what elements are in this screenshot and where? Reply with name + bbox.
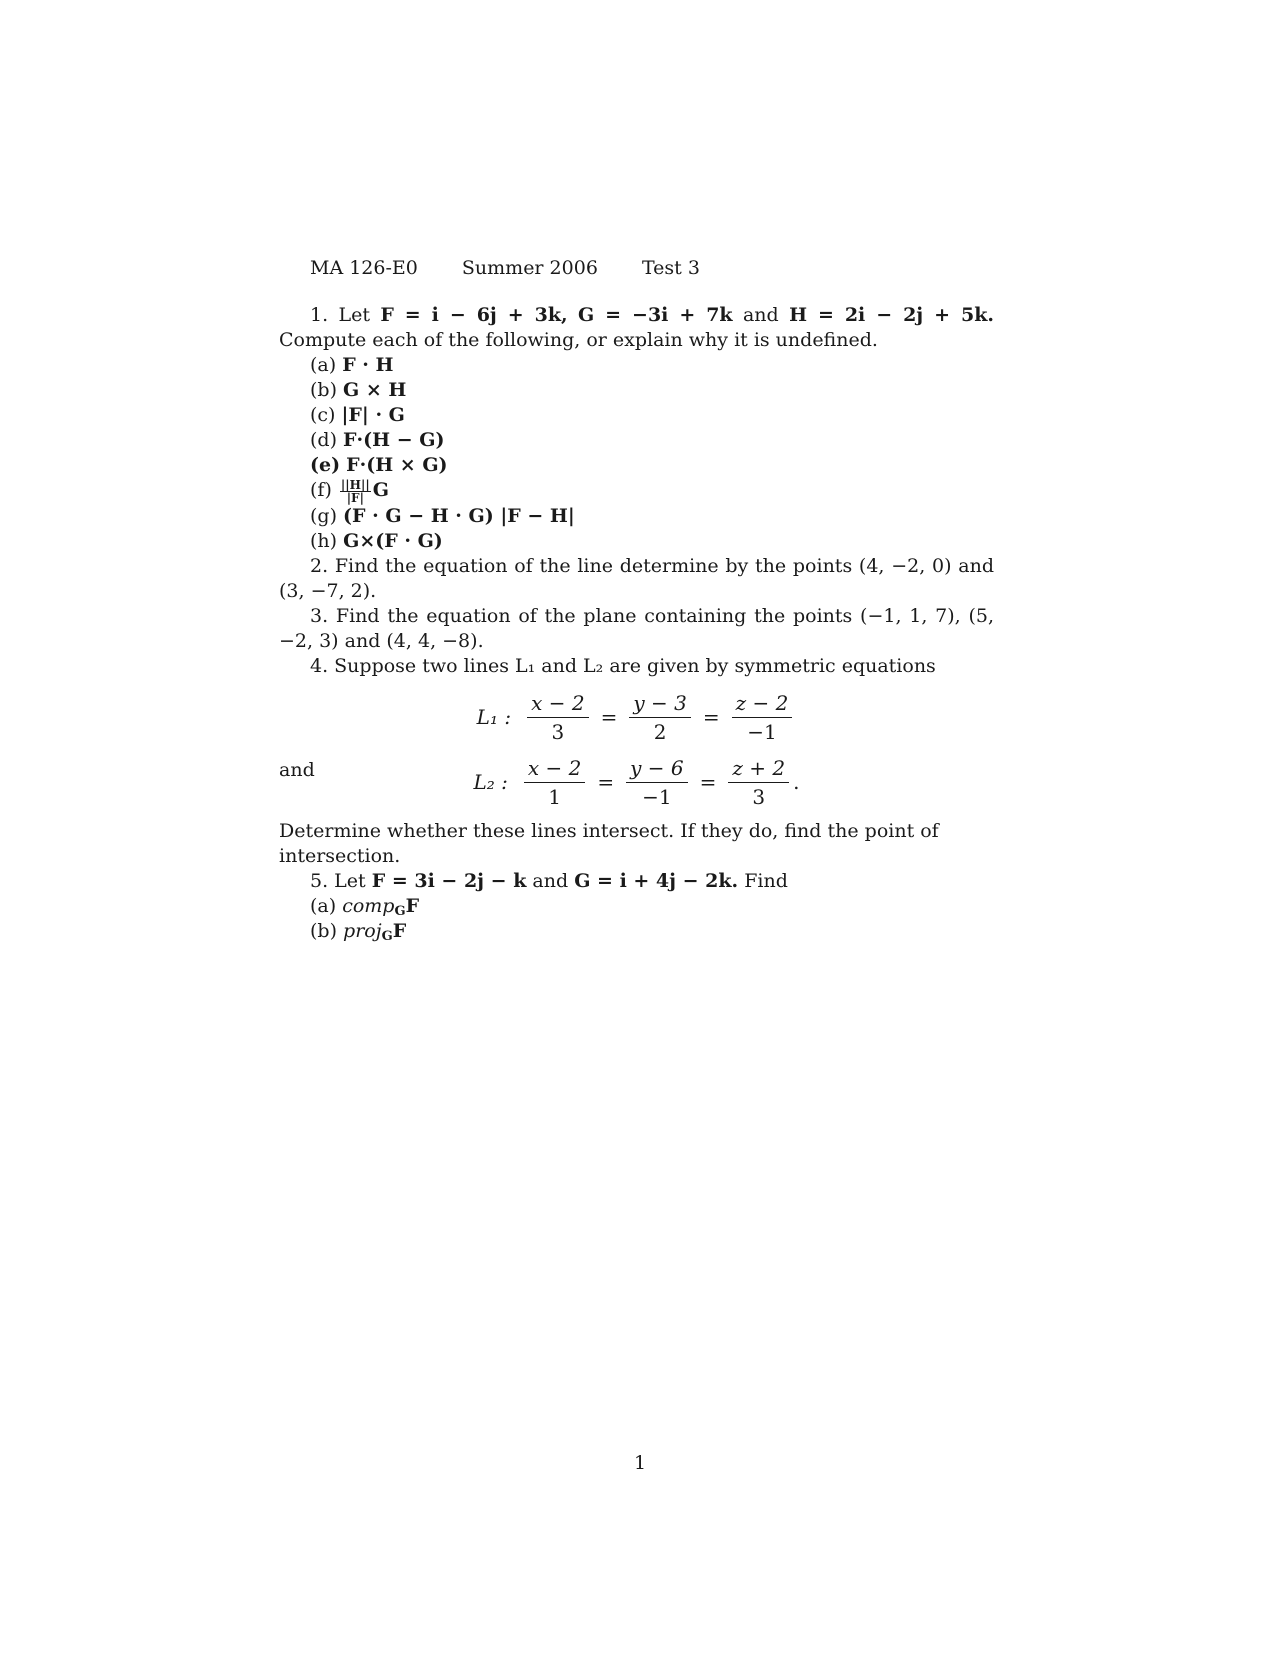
question-2: 2. Find the equation of the line determine by the points (4, −2, 0) and (3, −7, 2). [279,554,994,602]
test-title: Test 3 [641,257,700,279]
q5-F-definition: F = 3i − 2j − k [371,869,527,892]
line-L1-equation: L₁ : $\frac{x - 2}{3}$ = $\frac{y - 3}{2}$ = $\frac{z - 2}{-1}$ [279,691,994,744]
q1-part-c: (c) |F| · G [310,404,405,426]
L2-frac-x: $\frac{x - 2}{1}$ [524,756,585,809]
q1-part-e: (e) F·(H × G) [310,454,448,476]
q5-part-b: (b) proj$_G$F [310,919,407,944]
q1-part-a: (a) F · H [310,354,394,376]
L1-frac-z: $\frac{z - 2}{-1}$ [732,691,793,744]
q1-instruction: Compute each of the following, or explain why it is undefined. [279,329,878,351]
test-page [279,256,994,944]
question-5-intro: 5. Let F = 3i − 2j − k and G = i + 4j − 2k. Find [310,869,788,892]
q1-H-definition: H = 2i − 2j + 5k. [789,304,994,326]
line-L2-equation: L₂ : $\frac{x - 2}{1}$ = $\frac{y - 6}{-1}$ = $\frac{z + 2}{3}$ . [473,755,800,809]
q1-part-d: (d) F·(H − G) [310,429,445,451]
q1-part-h: (h) G×(F · G) [310,529,443,552]
q1-part-g: (g) (F · G − H · G) |F − H| [310,504,575,527]
page-number: 1 [633,1452,647,1474]
L1-frac-x: $\frac{x - 2}{3}$ [527,691,588,744]
q5-part-a: (a) comp$_G$F [310,894,420,919]
q1-prefix: 1. Let [310,304,370,326]
and-label: and [279,758,315,781]
term: Summer 2006 [461,257,598,279]
L2-frac-y: $\frac{y - 6}{-1}$ [626,756,688,809]
q1-G-definition: G = −3i + 7k [577,304,733,326]
q1-part-b: (b) G × H [310,379,407,401]
test-header [310,256,994,281]
q1-F-definition: F = i − 6j + 3k, [380,304,568,326]
q1-and: and [742,304,779,326]
L1-frac-y: $\frac{y - 3}{2}$ [629,691,691,744]
L2-frac-z: $\frac{z + 2}{3}$ [728,756,789,809]
q1-part-f: (f) $\frac{||H||}{|F|}$ G [310,477,389,505]
course-code: MA 126-E0 [310,257,418,279]
q5-G-definition: G = i + 4j − 2k. [574,869,739,892]
question-4-outro: Determine whether these lines intersect. If they do, find the point of intersection. [279,819,939,867]
q1-f-fraction: $\frac{||H||}{|F|}$ [340,477,370,505]
question-1-intro [279,303,994,353]
and-row [279,756,994,809]
question-4-intro: 4. Suppose two lines L₁ and L₂ are given by symmetric equations [310,654,936,677]
question-3: 3. Find the equation of the plane containing the points (−1, 1, 7), (5, −2, 3) and (4, 4, −8). [279,604,994,652]
